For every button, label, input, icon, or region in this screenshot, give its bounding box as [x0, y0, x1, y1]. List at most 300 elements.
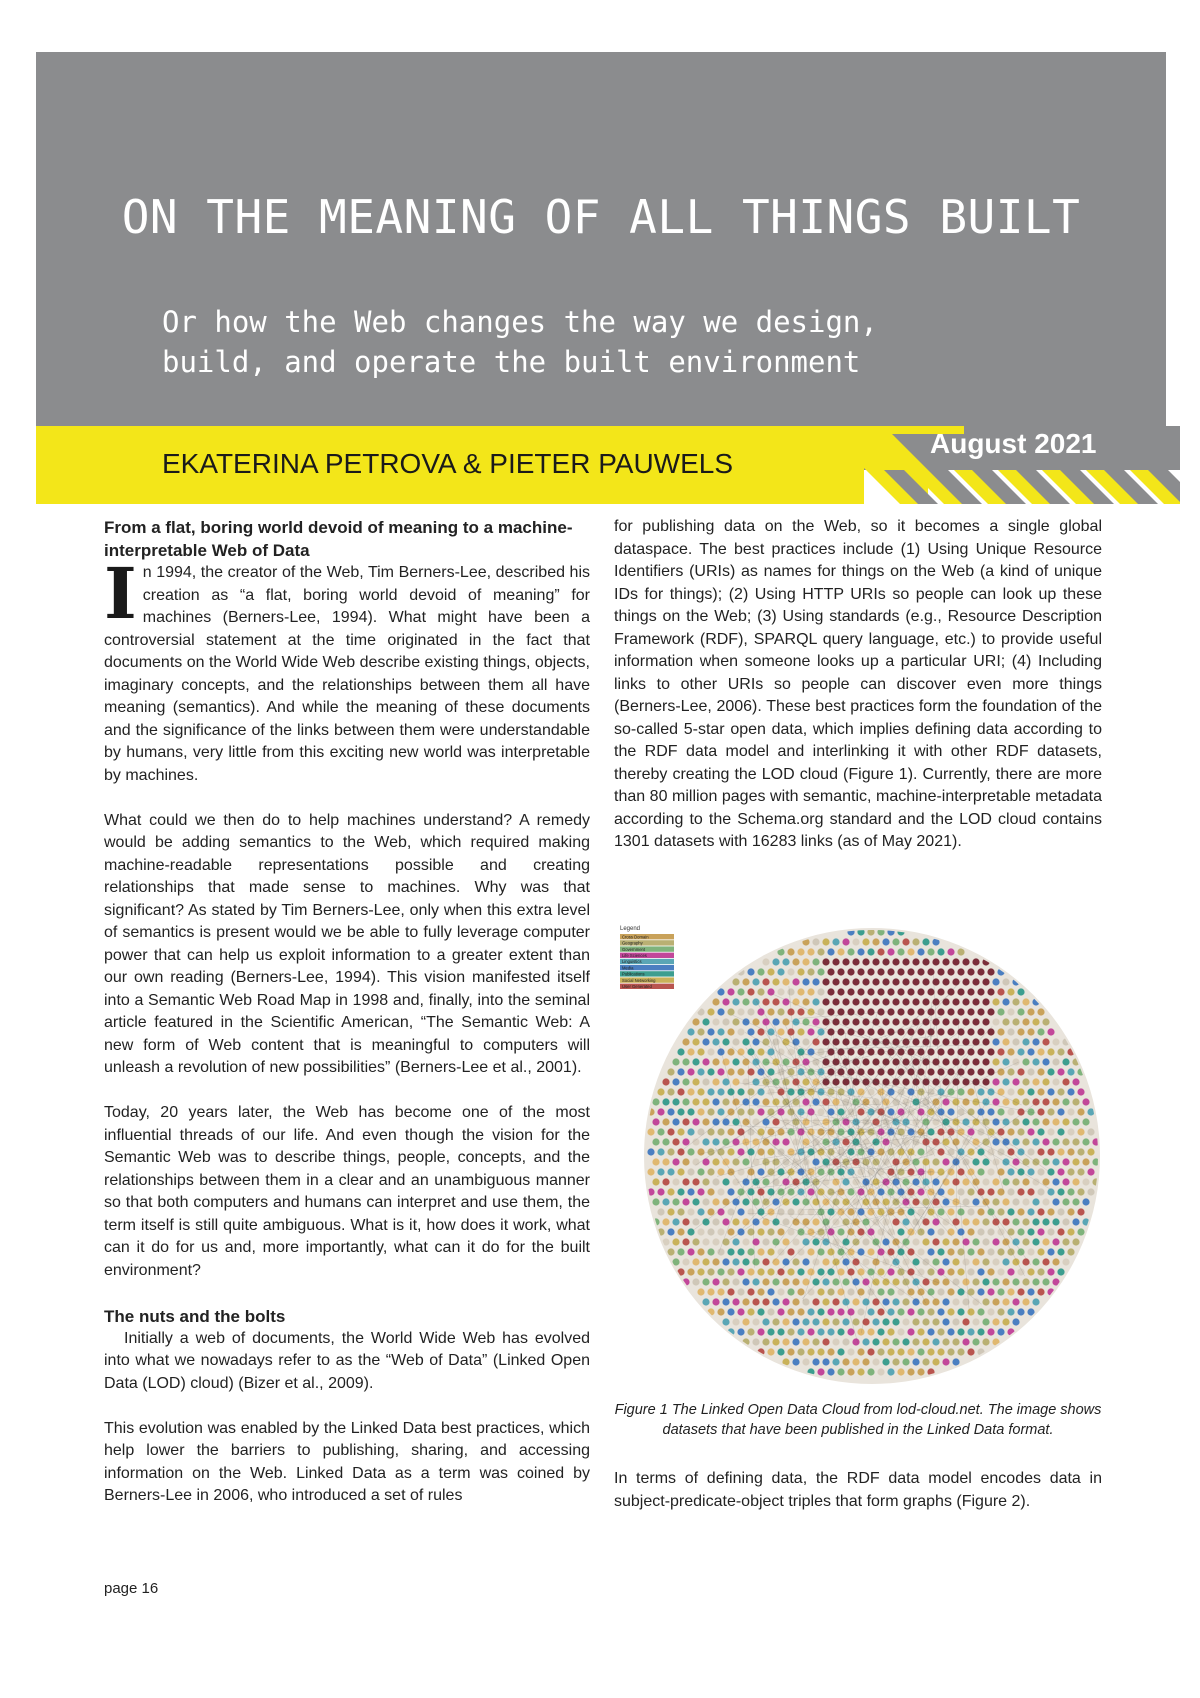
- dataset-node: [927, 948, 934, 955]
- dataset-node: [987, 1268, 994, 1275]
- dataset-node: [822, 958, 829, 965]
- dataset-node: [892, 938, 899, 945]
- dataset-node: [842, 1018, 849, 1025]
- dataset-node: [752, 1038, 759, 1045]
- dataset-node: [837, 1348, 844, 1355]
- dataset-node: [682, 1218, 689, 1225]
- dataset-node: [972, 1258, 979, 1265]
- dataset-node: [792, 1278, 799, 1285]
- dataset-node: [1077, 1208, 1084, 1215]
- dataset-node: [977, 968, 984, 975]
- dataset-node: [732, 1058, 739, 1065]
- dataset-node: [982, 1178, 989, 1185]
- dataset-node: [727, 1108, 734, 1115]
- dataset-node: [842, 1358, 849, 1365]
- dataset-node: [722, 1018, 729, 1025]
- dataset-node: [952, 1338, 959, 1345]
- dataset-node: [1012, 998, 1019, 1005]
- dataset-node: [1042, 1158, 1049, 1165]
- dataset-node: [677, 1068, 684, 1075]
- dataset-node: [1007, 1148, 1014, 1155]
- dataset-node: [852, 978, 859, 985]
- dataset-node: [1037, 1048, 1044, 1055]
- dataset-node: [892, 1278, 899, 1285]
- dataset-node: [1002, 1198, 1009, 1205]
- dataset-node: [932, 1338, 939, 1345]
- dataset-node: [767, 1008, 774, 1015]
- dataset-node: [1062, 1138, 1069, 1145]
- dataset-node: [772, 1018, 779, 1025]
- dataset-node: [787, 1268, 794, 1275]
- dataset-node: [852, 1318, 859, 1325]
- dataset-node: [1052, 1098, 1059, 1105]
- dataset-node: [1042, 1258, 1049, 1265]
- dataset-node: [712, 998, 719, 1005]
- dataset-node: [742, 1018, 749, 1025]
- dataset-node: [1032, 1018, 1039, 1025]
- dataset-node: [1077, 1168, 1084, 1175]
- dataset-node: [942, 1158, 949, 1165]
- dataset-node: [712, 1298, 719, 1305]
- dataset-node: [777, 1348, 784, 1355]
- dataset-node: [767, 1308, 774, 1315]
- dataset-node: [822, 1338, 829, 1345]
- dataset-node: [712, 1218, 719, 1225]
- dataset-node: [707, 1128, 714, 1135]
- dataset-node: [772, 998, 779, 1005]
- dataset-node: [982, 1078, 989, 1085]
- dataset-node: [697, 1048, 704, 1055]
- dataset-node: [1052, 1058, 1059, 1065]
- dataset-node: [717, 1108, 724, 1115]
- dataset-node: [867, 948, 874, 955]
- dataset-node: [1002, 1078, 1009, 1085]
- dataset-node: [942, 958, 949, 965]
- legend-label: Publications: [622, 971, 645, 977]
- dataset-node: [907, 988, 914, 995]
- dataset-node: [992, 1178, 999, 1185]
- dataset-node: [992, 1118, 999, 1125]
- dataset-node: [827, 1268, 834, 1275]
- dataset-node: [887, 1328, 894, 1335]
- dataset-node: [947, 1028, 954, 1035]
- dataset-node: [1062, 1118, 1069, 1125]
- dataset-node: [777, 968, 784, 975]
- dataset-node: [842, 1298, 849, 1305]
- dataset-node: [672, 1238, 679, 1245]
- dataset-node: [927, 1068, 934, 1075]
- dataset-node: [942, 998, 949, 1005]
- dataset-node: [722, 1278, 729, 1285]
- dataset-node: [827, 1228, 834, 1235]
- dataset-node: [972, 1278, 979, 1285]
- dataset-node: [767, 1228, 774, 1235]
- dataset-node: [957, 1268, 964, 1275]
- dataset-node: [732, 1318, 739, 1325]
- dataset-node: [937, 1028, 944, 1035]
- dataset-node: [977, 1048, 984, 1055]
- dataset-node: [1062, 1218, 1069, 1225]
- dataset-node: [1002, 998, 1009, 1005]
- author-names: EKATERINA PETROVA & PIETER PAUWELS: [162, 448, 734, 479]
- dataset-node: [782, 998, 789, 1005]
- dataset-node: [807, 1348, 814, 1355]
- dataset-node: [847, 948, 854, 955]
- dataset-node: [907, 948, 914, 955]
- dataset-node: [742, 1058, 749, 1065]
- dataset-node: [947, 1048, 954, 1055]
- dataset-node: [822, 938, 829, 945]
- dataset-node: [1072, 1218, 1079, 1225]
- dataset-node: [792, 1298, 799, 1305]
- dataset-node: [887, 968, 894, 975]
- dataset-node: [707, 1208, 714, 1215]
- dataset-node: [1037, 1248, 1044, 1255]
- dataset-node: [1037, 1108, 1044, 1115]
- dataset-node: [762, 1318, 769, 1325]
- dataset-node: [877, 1288, 884, 1295]
- dataset-node: [672, 1098, 679, 1105]
- dataset-node: [857, 1328, 864, 1335]
- dataset-node: [992, 1278, 999, 1285]
- dataset-node: [872, 1278, 879, 1285]
- dataset-node: [992, 1298, 999, 1305]
- dataset-node: [902, 1178, 909, 1185]
- dataset-node: [882, 958, 889, 965]
- dataset-node: [867, 988, 874, 995]
- dataset-node: [877, 1308, 884, 1315]
- dataset-node: [1017, 1168, 1024, 1175]
- dataset-node: [947, 1328, 954, 1335]
- dataset-node: [887, 1368, 894, 1375]
- dataset-node: [1002, 1318, 1009, 1325]
- dataset-node: [1002, 1118, 1009, 1125]
- dataset-node: [717, 1308, 724, 1315]
- dataset-node: [752, 1258, 759, 1265]
- dataset-node: [782, 1338, 789, 1345]
- dataset-node: [1002, 1218, 1009, 1225]
- dataset-node: [962, 1218, 969, 1225]
- dataset-node: [852, 1298, 859, 1305]
- dataset-node: [937, 1328, 944, 1335]
- dataset-node: [987, 1248, 994, 1255]
- dataset-node: [757, 968, 764, 975]
- dataset-node: [887, 1308, 894, 1315]
- dataset-node: [662, 1198, 669, 1205]
- dataset-node: [812, 1218, 819, 1225]
- dataset-node: [792, 1358, 799, 1365]
- dataset-node: [952, 1358, 959, 1365]
- dataset-node: [1012, 1078, 1019, 1085]
- dataset-node: [712, 1178, 719, 1185]
- dataset-node: [972, 1238, 979, 1245]
- dataset-node: [997, 1068, 1004, 1075]
- dataset-node: [1032, 1198, 1039, 1205]
- dataset-node: [987, 1008, 994, 1015]
- dataset-node: [657, 1128, 664, 1135]
- dataset-node: [1057, 1168, 1064, 1175]
- dataset-node: [717, 1188, 724, 1195]
- dataset-node: [857, 948, 864, 955]
- dataset-node: [707, 1288, 714, 1295]
- dataset-node: [952, 1258, 959, 1265]
- paragraph-today: Today, 20 years later, the Web has become one of the most influential threads of our life. And even though the vision for the Semantic Web was to describe things, people, concepts, and the relationships between them in a clear and an unambiguous manner so that both computers and humans can interpret and use them, the term itself is still quite ambiguous. What is it, how does it work, what can it do for us and, more importantly, what can it do for the built environment?: [104, 1104, 590, 1279]
- dataset-node: [947, 1248, 954, 1255]
- dataset-node: [662, 1158, 669, 1165]
- dataset-node: [1027, 1248, 1034, 1255]
- dataset-node: [1012, 1198, 1019, 1205]
- dataset-node: [977, 1028, 984, 1035]
- dataset-node: [862, 1338, 869, 1345]
- dataset-node: [1067, 1088, 1074, 1095]
- dataset-node: [942, 978, 949, 985]
- dataset-node: [952, 1318, 959, 1325]
- dataset-node: [1032, 1278, 1039, 1285]
- dataset-node: [887, 1008, 894, 1015]
- dataset-node: [1042, 1078, 1049, 1085]
- dataset-node: [1002, 1158, 1009, 1165]
- dataset-node: [887, 948, 894, 955]
- dataset-node: [997, 1108, 1004, 1115]
- dataset-node: [687, 1268, 694, 1275]
- dataset-node: [942, 1198, 949, 1205]
- dataset-node: [722, 1098, 729, 1105]
- dataset-node: [1052, 1158, 1059, 1165]
- dataset-node: [917, 1248, 924, 1255]
- lod-cloud-image: [614, 918, 1102, 1388]
- dataset-node: [1057, 1148, 1064, 1155]
- dataset-node: [757, 988, 764, 995]
- dataset-node: [922, 1058, 929, 1065]
- dataset-node: [1012, 1298, 1019, 1305]
- dataset-node: [857, 1348, 864, 1355]
- dataset-node: [912, 1318, 919, 1325]
- dataset-node: [712, 1058, 719, 1065]
- dataset-node: [737, 1148, 744, 1155]
- dataset-node: [997, 988, 1004, 995]
- dataset-node: [1047, 1148, 1054, 1155]
- dataset-node: [902, 1258, 909, 1265]
- dataset-node: [712, 1198, 719, 1205]
- dataset-node: [872, 998, 879, 1005]
- dataset-node: [1007, 1288, 1014, 1295]
- dataset-node: [812, 958, 819, 965]
- dataset-node: [852, 1358, 859, 1365]
- dataset-node: [887, 1108, 894, 1115]
- dataset-node: [972, 1318, 979, 1325]
- dataset-node: [962, 1278, 969, 1285]
- dataset-node: [817, 1128, 824, 1135]
- dataset-node: [912, 958, 919, 965]
- dataset-node: [662, 1118, 669, 1125]
- dataset-node: [952, 1298, 959, 1305]
- dataset-node: [1062, 1238, 1069, 1245]
- dataset-node: [882, 1338, 889, 1345]
- dataset-node: [1022, 1178, 1029, 1185]
- dataset-node: [967, 1008, 974, 1015]
- dataset-node: [687, 1188, 694, 1195]
- dataset-node: [742, 1118, 749, 1125]
- dataset-node: [787, 1288, 794, 1295]
- dataset-node: [867, 1208, 874, 1215]
- dataset-node: [817, 1328, 824, 1335]
- dataset-node: [967, 1248, 974, 1255]
- dataset-node: [687, 1068, 694, 1075]
- dataset-node: [727, 988, 734, 995]
- legend-label: Media: [622, 965, 634, 971]
- dataset-node: [1042, 1198, 1049, 1205]
- dataset-node: [777, 988, 784, 995]
- dataset-node: [1057, 1068, 1064, 1075]
- dataset-node: [932, 1258, 939, 1265]
- legend-label: User Generated: [622, 984, 652, 989]
- dataset-node: [757, 1228, 764, 1235]
- dataset-node: [932, 1158, 939, 1165]
- dataset-node: [967, 1308, 974, 1315]
- dataset-node: [752, 1098, 759, 1105]
- dataset-node: [822, 1258, 829, 1265]
- dataset-node: [1072, 1098, 1079, 1105]
- dataset-node: [702, 1178, 709, 1185]
- dataset-node: [962, 1038, 969, 1045]
- dataset-node: [747, 988, 754, 995]
- dataset-node: [1077, 1148, 1084, 1155]
- dataset-node: [777, 1248, 784, 1255]
- dataset-node: [862, 1358, 869, 1365]
- dataset-node: [677, 1248, 684, 1255]
- dataset-node: [812, 1238, 819, 1245]
- dataset-node: [927, 1288, 934, 1295]
- dataset-node: [772, 1338, 779, 1345]
- dataset-node: [832, 998, 839, 1005]
- dataset-node: [692, 1218, 699, 1225]
- dataset-node: [892, 1058, 899, 1065]
- dataset-node: [762, 1098, 769, 1105]
- dataset-node: [927, 1228, 934, 1235]
- dataset-node: [822, 998, 829, 1005]
- dataset-node: [997, 1268, 1004, 1275]
- dataset-node: [892, 958, 899, 965]
- dataset-node: [772, 1318, 779, 1325]
- section-heading-intro: From a flat, boring world devoid of meaning to a machine-interpretable Web of Data: [104, 518, 573, 560]
- dataset-node: [682, 1058, 689, 1065]
- dataset-node: [762, 1338, 769, 1345]
- dataset-node: [677, 1128, 684, 1135]
- dataset-node: [707, 1268, 714, 1275]
- dataset-node: [947, 1108, 954, 1115]
- dataset-node: [672, 1118, 679, 1125]
- dataset-node: [882, 938, 889, 945]
- dataset-node: [657, 1148, 664, 1155]
- dataset-node: [882, 998, 889, 1005]
- dataset-node: [927, 1268, 934, 1275]
- dataset-node: [1052, 1218, 1059, 1225]
- dataset-node: [1012, 1218, 1019, 1225]
- dataset-node: [1022, 1018, 1029, 1025]
- dataset-node: [657, 1088, 664, 1095]
- dataset-node: [767, 1348, 774, 1355]
- dataset-node: [722, 1118, 729, 1125]
- dataset-node: [1057, 1268, 1064, 1275]
- dataset-node: [1077, 1228, 1084, 1235]
- dataset-node: [832, 1298, 839, 1305]
- dataset-node: [1067, 1248, 1074, 1255]
- dataset-node: [967, 1088, 974, 1095]
- dataset-node: [847, 1048, 854, 1055]
- dataset-node: [767, 968, 774, 975]
- dataset-node: [977, 1208, 984, 1215]
- dataset-node: [672, 1058, 679, 1065]
- dataset-node: [757, 1048, 764, 1055]
- dataset-node: [1012, 1278, 1019, 1285]
- dataset-node: [707, 1088, 714, 1095]
- dataset-node: [687, 1168, 694, 1175]
- dataset-node: [902, 978, 909, 985]
- dataset-node: [1057, 1208, 1064, 1215]
- dataset-node: [652, 1178, 659, 1185]
- dataset-node: [912, 998, 919, 1005]
- dataset-node: [717, 1228, 724, 1235]
- drop-cap: I: [104, 552, 137, 635]
- dataset-node: [1082, 1138, 1089, 1145]
- dataset-node: [902, 1358, 909, 1365]
- dataset-node: [1087, 1188, 1094, 1195]
- dataset-node: [957, 1188, 964, 1195]
- dataset-node: [997, 1048, 1004, 1055]
- dataset-node: [697, 1128, 704, 1135]
- dataset-node: [727, 1228, 734, 1235]
- dataset-node: [1072, 1238, 1079, 1245]
- dataset-node: [967, 968, 974, 975]
- dataset-node: [1057, 1048, 1064, 1055]
- dataset-node: [852, 998, 859, 1005]
- dataset-node: [862, 978, 869, 985]
- dataset-node: [997, 1288, 1004, 1295]
- dataset-node: [1067, 1208, 1074, 1215]
- dataset-node: [702, 1078, 709, 1085]
- dataset-node: [962, 1078, 969, 1085]
- left-column: [104, 516, 590, 1530]
- dataset-node: [1057, 1248, 1064, 1255]
- dataset-node: [727, 1188, 734, 1195]
- dataset-node: [657, 1168, 664, 1175]
- dataset-node: [992, 1238, 999, 1245]
- dataset-node: [947, 1188, 954, 1195]
- dataset-node: [842, 1278, 849, 1285]
- dataset-node: [732, 1078, 739, 1085]
- dataset-node: [712, 1138, 719, 1145]
- dataset-node: [902, 1078, 909, 1085]
- dataset-node: [887, 1288, 894, 1295]
- dataset-node: [937, 948, 944, 955]
- dataset-node: [992, 1098, 999, 1105]
- dataset-node: [842, 1318, 849, 1325]
- dataset-node: [927, 1348, 934, 1355]
- dataset-node: [797, 968, 804, 975]
- dataset-node: [957, 1008, 964, 1015]
- dataset-node: [987, 1108, 994, 1115]
- dataset-node: [937, 1288, 944, 1295]
- dataset-node: [942, 1078, 949, 1085]
- dataset-node: [957, 1048, 964, 1055]
- dataset-node: [1012, 1118, 1019, 1125]
- dataset-node: [812, 1258, 819, 1265]
- dataset-node: [922, 938, 929, 945]
- dataset-node: [1012, 1178, 1019, 1185]
- dataset-node: [657, 1108, 664, 1115]
- dataset-node: [1022, 1278, 1029, 1285]
- dataset-node: [827, 1308, 834, 1315]
